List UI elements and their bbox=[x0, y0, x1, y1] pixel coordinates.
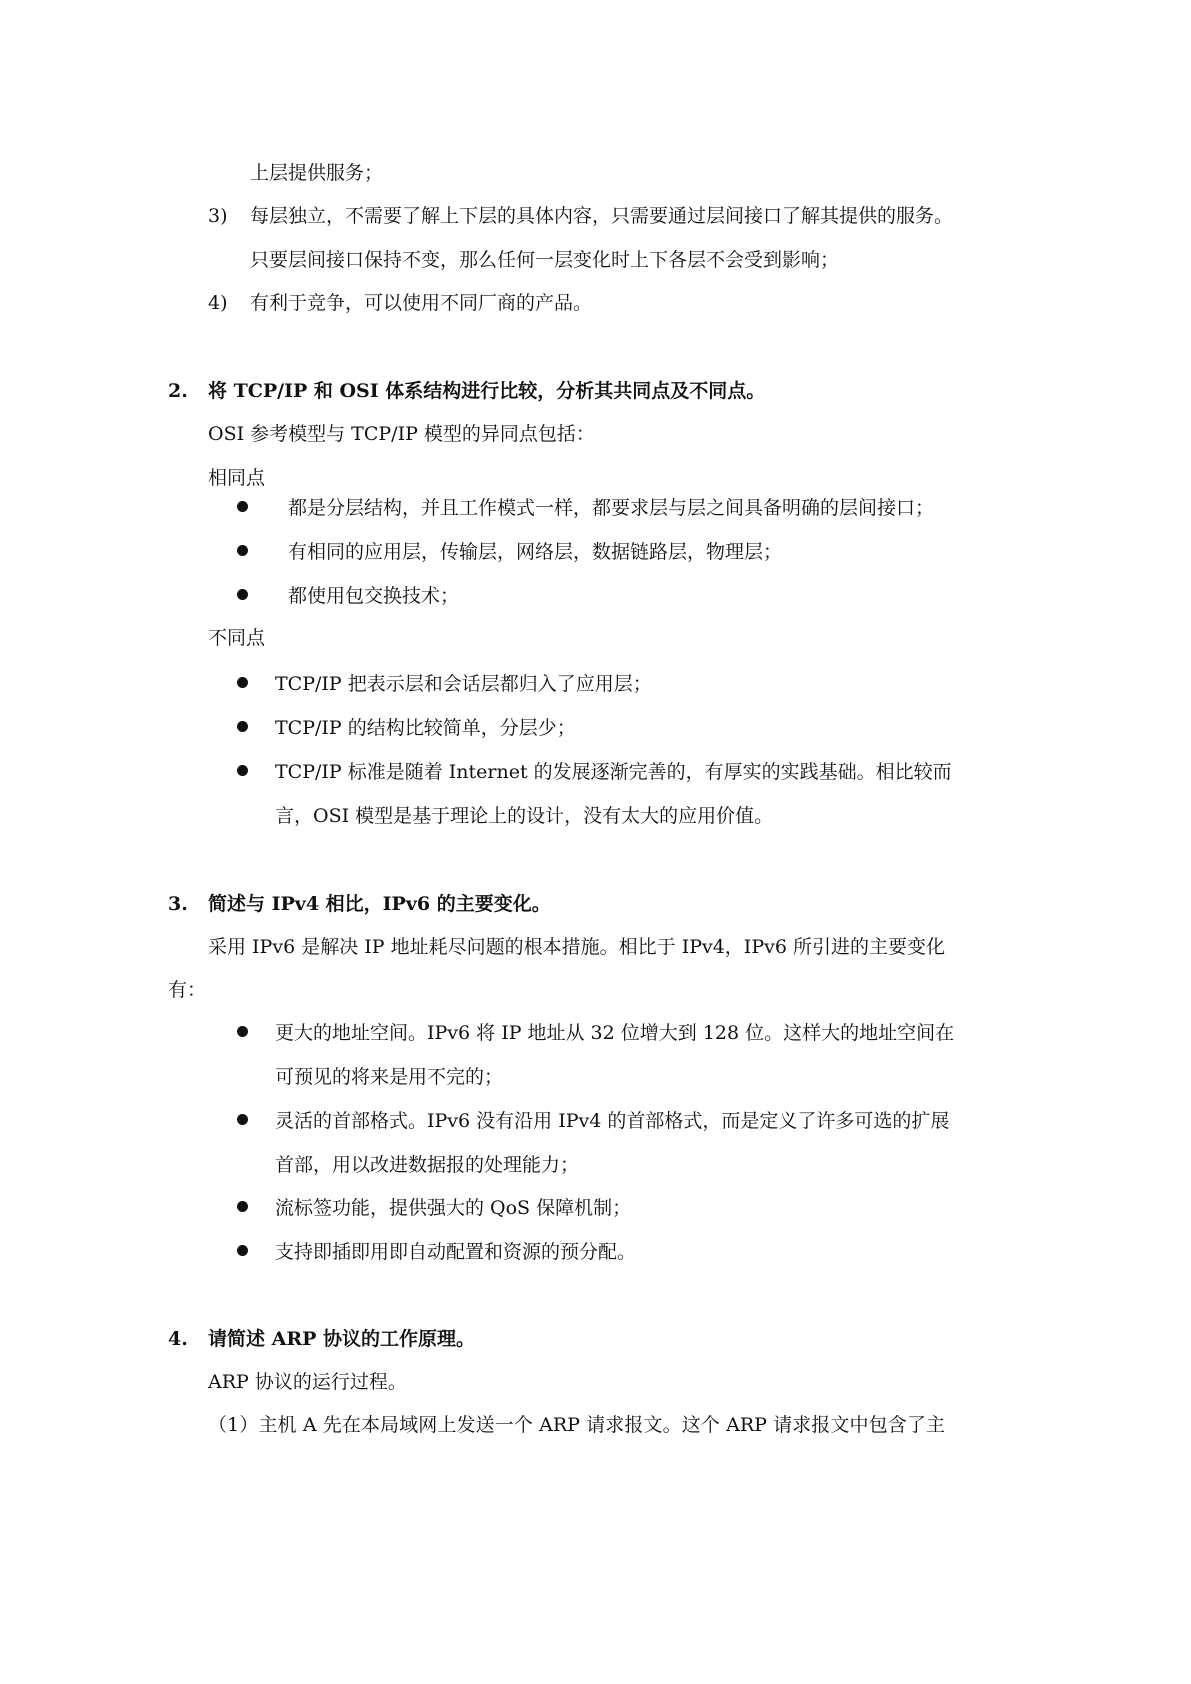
paragraph: 有： bbox=[168, 979, 207, 1001]
list-item-text: 可预见的将来是用不完的； bbox=[275, 1066, 504, 1088]
bullet-dot bbox=[237, 1026, 248, 1037]
bullet-dot bbox=[237, 677, 248, 688]
bullet-dot bbox=[237, 1201, 248, 1212]
list-item-text: 都是分层结构，并且工作模式一样，都要求层与层之间具备明确的层间接口； bbox=[288, 497, 935, 519]
list-item-text: 有相同的应用层，传输层，网络层，数据链路层，物理层； bbox=[288, 541, 783, 563]
list-item-text: 言，OSI 模型是基于理论上的设计，没有太大的应用价值。 bbox=[275, 805, 774, 827]
list-item-text: 首部，用以改进数据报的处理能力； bbox=[275, 1154, 580, 1176]
bullet-dot bbox=[237, 545, 248, 556]
list-number: 3) bbox=[208, 205, 228, 227]
bullet-dot bbox=[237, 589, 248, 600]
list-item-text: 每层独立，不需要了解上下层的具体内容，只需要通过层间接口了解其提供的服务。 bbox=[250, 205, 954, 227]
paragraph: ARP 协议的运行过程。 bbox=[208, 1371, 407, 1393]
list-item-text: TCP/IP 标准是随着 Internet 的发展逐渐完善的，有厚实的实践基础。相比较而 bbox=[275, 761, 952, 783]
list-item-text: 流标签功能，提供强大的 QoS 保障机制； bbox=[275, 1197, 632, 1219]
question-title: 请简述 ARP 协议的工作原理。 bbox=[208, 1328, 476, 1350]
list-item-text: 只要层间接口保持不变，那么任何一层变化时上下各层不会受到影响； bbox=[250, 249, 840, 271]
list-number: 4) bbox=[208, 292, 228, 314]
question-number: 2. bbox=[168, 380, 188, 402]
paragraph: OSI 参考模型与 TCP/IP 模型的异同点包括： bbox=[208, 423, 595, 445]
question-title: 简述与 IPv4 相比，IPv6 的主要变化。 bbox=[208, 893, 551, 915]
question-number: 4. bbox=[168, 1328, 188, 1350]
list-item-text: TCP/IP 把表示层和会话层都归入了应用层； bbox=[275, 673, 652, 695]
list-item-text: 都使用包交换技术； bbox=[288, 585, 460, 607]
bullet-dot bbox=[237, 1114, 248, 1125]
bullet-dot bbox=[237, 765, 248, 776]
bullet-dot bbox=[237, 501, 248, 512]
question-number: 3. bbox=[168, 893, 188, 915]
list-item-text: 更大的地址空间。IPv6 将 IP 地址从 32 位增大到 128 位。这样大的地址空间在 bbox=[275, 1022, 955, 1044]
paragraph: 采用 IPv6 是解决 IP 地址耗尽问题的根本措施。相比于 IPv4，IPv6 所引进的主要变化 bbox=[208, 936, 945, 958]
list-item-text: 支持即插即用即自动配置和资源的预分配。 bbox=[275, 1241, 637, 1263]
list-item-text: TCP/IP 的结构比较简单，分层少； bbox=[275, 717, 576, 739]
list-item-text: 灵活的首部格式。IPv6 没有沿用 IPv4 的首部格式，而是定义了许多可选的扩展 bbox=[275, 1110, 950, 1132]
bullet-dot bbox=[237, 1245, 248, 1256]
subheading: 相同点 bbox=[208, 467, 266, 489]
list-item-text: 有利于竞争，可以使用不同厂商的产品。 bbox=[250, 292, 593, 314]
question-title: 将 TCP/IP 和 OSI 体系结构进行比较，分析其共同点及不同点。 bbox=[208, 380, 766, 402]
bullet-dot bbox=[237, 721, 248, 732]
subheading: 不同点 bbox=[208, 627, 266, 649]
paragraph: （1）主机 A 先在本局域网上发送一个 ARP 请求报文。这个 ARP 请求报文中包含了主 bbox=[208, 1414, 945, 1436]
list-continuation: 上层提供服务； bbox=[250, 162, 384, 184]
